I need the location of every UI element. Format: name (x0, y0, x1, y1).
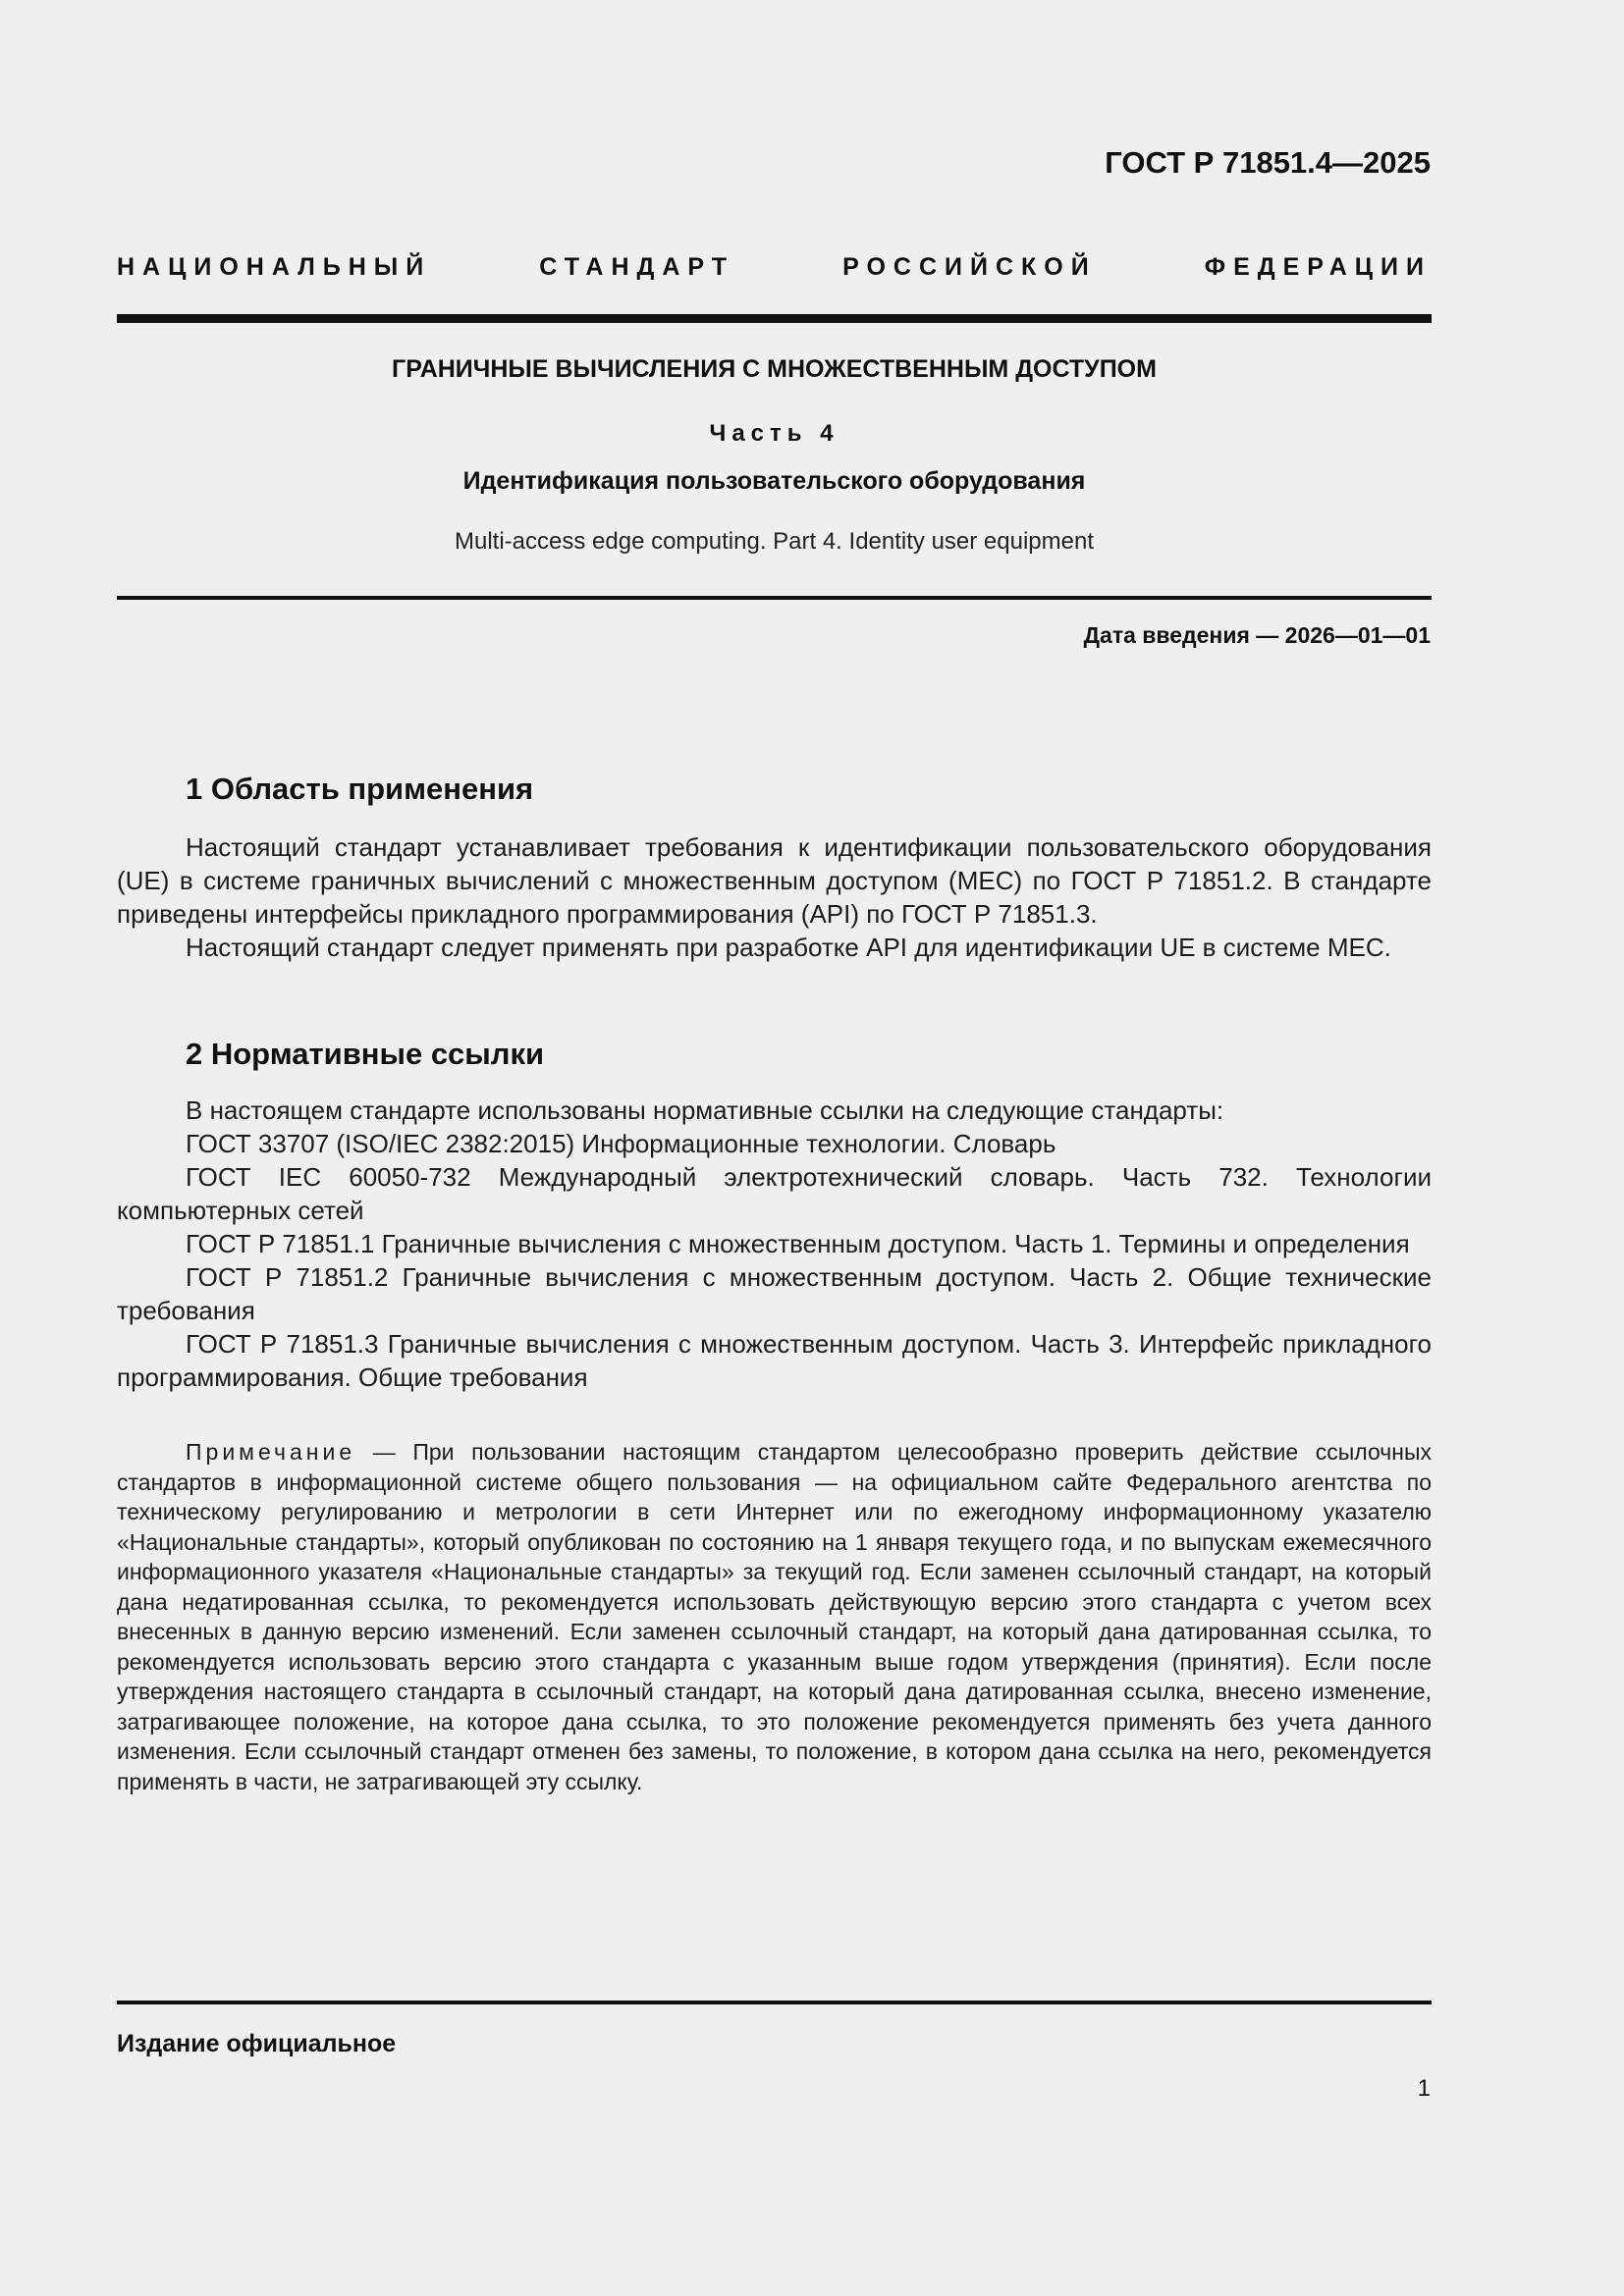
document-title: ГРАНИЧНЫЕ ВЫЧИСЛЕНИЯ С МНОЖЕСТВЕННЫМ ДОСТУПОМ (392, 355, 1157, 383)
document-code: ГОСТ Р 71851.4—2025 (1105, 145, 1431, 180)
reference-item: ГОСТ Р 71851.3 Граничные вычисления с множественным доступом. Часть 3. Интерфейс прикладного программирования. Общие требования (117, 1329, 1432, 1392)
english-title: Multi-access edge computing. Part 4. Identity user equipment (455, 528, 1094, 555)
part-title: Идентификация пользовательского оборудования (462, 467, 1086, 495)
section-1-body (117, 830, 1432, 964)
note-text: — При пользовании настоящим стандартом целесообразно проверить действие ссылочных стандартов в информационной системе общего пользования — на официальном сайте Федерального агентства по техническому регулированию и метрологии в сети Интернет или по ежегодному информационному указателю «Национальные стандарты», который опубликован по состоянию на 1 января текущего года, и по выпускам ежемесячного информационного указателя «Национальные стандарты» за текущий год. Если заменен ссылочный стандарт, на который дана недатированная ссылка, то рекомендуется использовать действующую версию этого стандарта с учетом всех внесенных в данную версию изменений. Если заменен ссылочный стандарт, на который дана датированная ссылка, то рекомендуется использовать версию этого стандарта с указанным выше годом утверждения (принятия). Если после утверждения настоящего стандарта в ссылочный стандарт, на который дана датированная ссылка, внесено изменение, затрагивающее положение, на которое дана ссылка, то это положение рекомендуется применять без учета данного изменения. Если ссылочный стандарт отменен без замены, то положение, в котором дана ссылка на него, рекомендуется применять в части, не затрагивающей эту ссылку. (117, 1439, 1432, 1794)
references-intro: В настоящем стандарте использованы нормативные ссылки на следующие стандарты: (186, 1095, 1224, 1125)
reference-item: ГОСТ Р 71851.2 Граничные вычисления с множественным доступом. Часть 2. Общие технические требования (117, 1262, 1432, 1325)
header-rule (117, 314, 1432, 323)
footer-rule (117, 2001, 1432, 2004)
introduction-date: Дата введения — 2026—01—01 (1083, 622, 1431, 648)
national-standard-banner: НАЦИОНАЛЬНЫЙ СТАНДАРТ РОССИЙСКОЙ ФЕДЕРАЦИИ (117, 253, 1432, 281)
note-block (117, 1437, 1432, 1796)
part-number: Часть 4 (709, 420, 839, 447)
section-1-paragraph: Настоящий стандарт устанавливает требования к идентификации пользовательского оборудования (UE) в системе граничных вычислений с множественным доступом (MEC) по ГОСТ Р 71851.2. В стандарте приведены интерфейсы прикладного программирования (API) по ГОСТ Р 71851.3. (117, 832, 1432, 929)
reference-item: ГОСТ IEC 60050-732 Международный электротехнический словарь. Часть 732. Технологии компьютерных сетей (117, 1162, 1432, 1225)
reference-item: ГОСТ 33707 (ISO/IEC 2382:2015) Информационные технологии. Словарь (186, 1129, 1056, 1158)
references-list (117, 1094, 1432, 1394)
section-1-paragraph: Настоящий стандарт следует применять при разработке API для идентификации UE в системе MEC. (186, 933, 1391, 962)
page-number: 1 (1417, 2075, 1431, 2102)
title-rule (117, 596, 1432, 600)
reference-item: ГОСТ Р 71851.1 Граничные вычисления с множественным доступом. Часть 1. Термины и определения (186, 1229, 1410, 1258)
note-label: Примечание (186, 1439, 356, 1465)
note-paragraph (117, 1437, 1432, 1796)
section-1-heading: 1 Область применения (186, 772, 534, 806)
official-edition-label: Издание официальное (117, 2030, 397, 2057)
section-2-heading: 2 Нормативные ссылки (186, 1037, 545, 1071)
